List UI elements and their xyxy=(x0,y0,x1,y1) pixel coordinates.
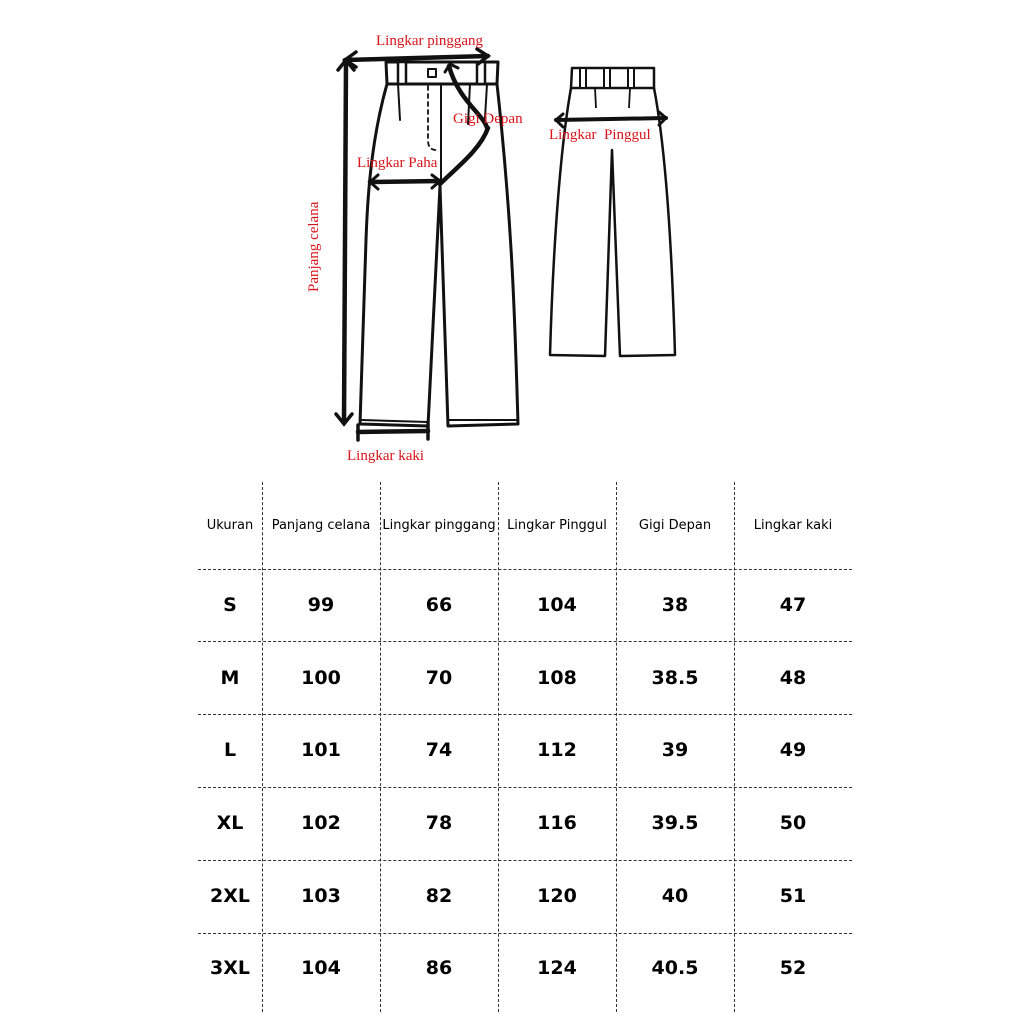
header-size: Ukuran xyxy=(206,517,254,533)
hip-cell: 108 xyxy=(537,667,577,689)
front-rise-cell: 39 xyxy=(661,739,689,761)
header-leg-opening: Lingkar kaki xyxy=(753,517,833,533)
front-rise-cell: 38.5 xyxy=(651,667,699,689)
front-rise-label: Gigi Depan xyxy=(453,111,523,127)
size-cell: S xyxy=(223,594,237,616)
length-cell: 103 xyxy=(301,885,341,907)
hip-cell: 124 xyxy=(537,957,577,979)
front-rise-cell: 40.5 xyxy=(651,957,699,979)
front-rise-cell: 38 xyxy=(661,594,689,616)
waist-cell: 86 xyxy=(425,957,453,979)
size-cell: 2XL xyxy=(210,885,250,907)
row-divider xyxy=(198,569,852,570)
waist-cell: 82 xyxy=(425,885,453,907)
hip-cell: 112 xyxy=(537,739,577,761)
row-divider xyxy=(198,641,852,642)
front-rise-cell: 39.5 xyxy=(651,812,699,834)
leg-opening-cell: 47 xyxy=(779,594,807,616)
length-cell: 102 xyxy=(301,812,341,834)
hip-label: Lingkar Pinggul xyxy=(549,127,651,143)
length-cell: 101 xyxy=(301,739,341,761)
waist-cell: 74 xyxy=(425,739,453,761)
waist-cell: 70 xyxy=(425,667,453,689)
header-length: Panjang celana xyxy=(271,517,371,533)
size-cell: M xyxy=(220,667,240,689)
header-front-rise: Gigi Depan xyxy=(638,517,712,533)
waist-label: Lingkar pinggang xyxy=(376,33,484,49)
size-cell: XL xyxy=(216,812,244,834)
row-divider xyxy=(198,933,852,934)
leg-opening-label: Lingkar kaki xyxy=(347,448,425,464)
leg-opening-cell: 48 xyxy=(779,667,807,689)
header-waist: Lingkar pinggang xyxy=(382,517,496,533)
leg-opening-cell: 49 xyxy=(779,739,807,761)
length-cell: 104 xyxy=(301,957,341,979)
hip-cell: 120 xyxy=(537,885,577,907)
row-divider xyxy=(198,714,852,715)
row-divider xyxy=(198,860,852,861)
leg-opening-cell: 51 xyxy=(779,885,807,907)
hip-cell: 104 xyxy=(537,594,577,616)
waist-cell: 78 xyxy=(425,812,453,834)
front-rise-cell: 40 xyxy=(661,885,689,907)
hip-cell: 116 xyxy=(537,812,577,834)
size-cell: 3XL xyxy=(210,957,250,979)
leg-opening-cell: 52 xyxy=(779,957,807,979)
size-cell: L xyxy=(223,739,237,761)
thigh-label: Lingkar Paha xyxy=(357,155,438,171)
leg-opening-cell: 50 xyxy=(779,812,807,834)
length-label: Panjang celana xyxy=(306,201,322,292)
waist-cell: 66 xyxy=(425,594,453,616)
row-divider xyxy=(198,787,852,788)
header-hip: Lingkar Pinggul xyxy=(507,517,607,533)
length-cell: 99 xyxy=(307,594,335,616)
length-cell: 100 xyxy=(301,667,341,689)
